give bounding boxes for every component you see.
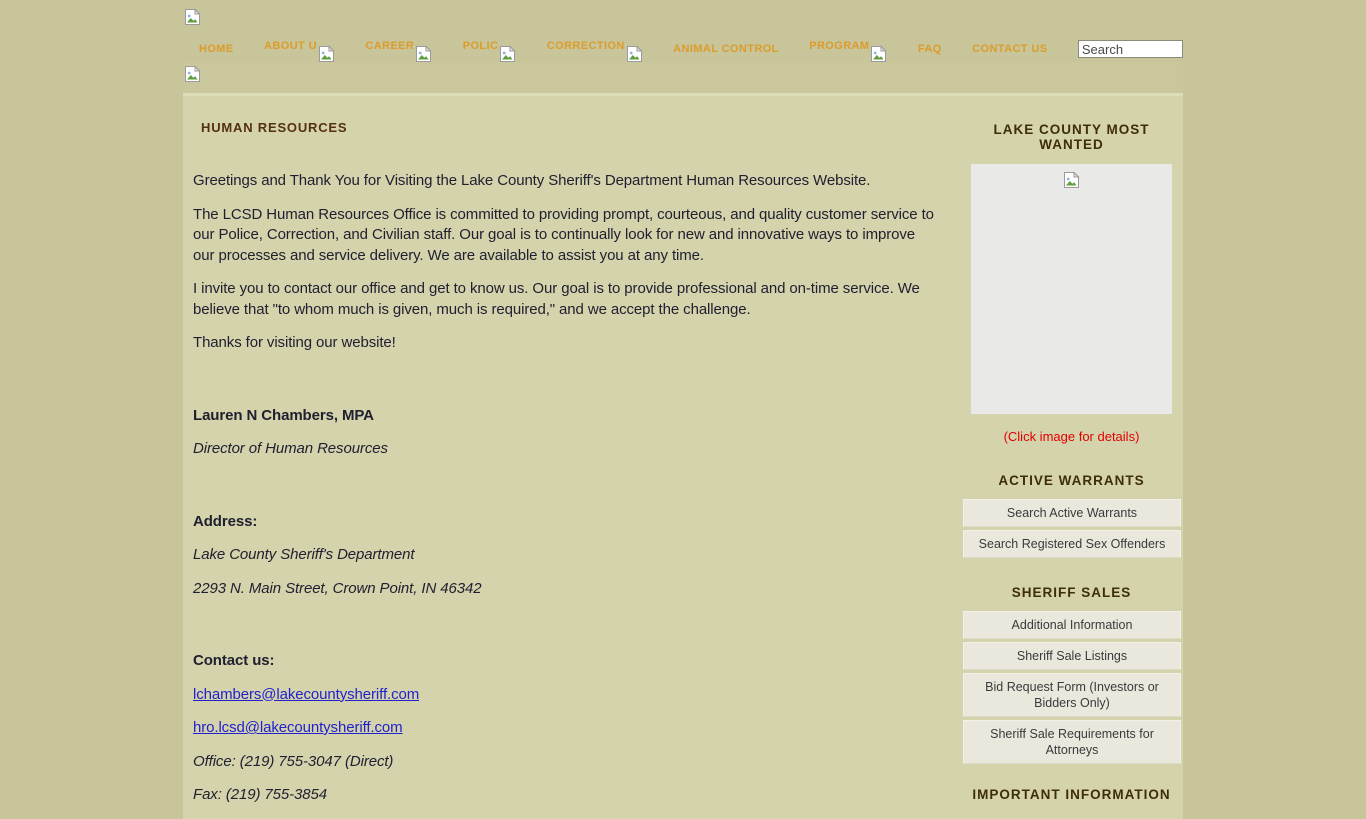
contact-label: Contact us: (193, 652, 275, 669)
office-phone: Office: (219) 755-3047 (Direct) (193, 752, 394, 770)
nav-item-programs[interactable] (809, 40, 887, 58)
nav-item-police[interactable] (463, 40, 517, 58)
address-line: Lake County Sheriff's Department (193, 546, 415, 563)
nav-label: CONTACT US (972, 43, 1048, 55)
most-wanted-heading: LAKE COUNTY MOST WANTED (993, 122, 1150, 152)
bid-request-form-button[interactable]: Bid Request Form (Investors or Bidders Only) (963, 673, 1181, 717)
dropdown-broken-image-icon (626, 45, 643, 63)
signature-title: Director of Human Resources (193, 440, 388, 457)
sheriff-sale-listings-button[interactable]: Sheriff Sale Listings (963, 642, 1181, 670)
fax-phone: Fax: (219) 755-3854 (193, 786, 328, 803)
main-navigation (183, 40, 1183, 58)
nav-label: CAREER (365, 40, 415, 52)
intro-paragraph: Greetings and Thank You for Visiting the Lake County Sheriff's Department Human Resources Website. (193, 172, 871, 189)
page-title: HUMAN RESOURCES (201, 120, 348, 135)
address-label: Address: (193, 512, 258, 530)
email-link-hro[interactable]: hro.lcsd@lakecountysheriff.com (193, 719, 403, 736)
nav-item-contact-us[interactable] (972, 43, 1047, 55)
nav-label: ANIMAL CONTROL (673, 43, 779, 55)
search-input[interactable] (1078, 40, 1183, 58)
nav-item-home[interactable] (199, 43, 234, 55)
sidebar (960, 96, 1183, 819)
search-sex-offenders-button[interactable]: Search Registered Sex Offenders (963, 530, 1181, 558)
invite-paragraph: I invite you to contact our office and get to know us. Our goal is to provide professional and on-time service. We believe that "to whom much is given, much is required," and we accept the challenge. (193, 280, 920, 318)
important-information-heading: IMPORTANT INFORMATION (972, 787, 1171, 802)
most-wanted-caption: (Click image for details) (1003, 429, 1140, 444)
address-line: 2293 N. Main Street, Crown Point, IN 46342 (193, 579, 482, 597)
active-warrants-buttons (960, 499, 1183, 558)
nav-label: ABOUT U (264, 40, 317, 52)
nav-label: FAQ (917, 43, 942, 55)
nav-label: CORRECTION (546, 40, 625, 52)
email-link-lchambers[interactable]: lchambers@lakecountysheriff.com (193, 685, 420, 703)
content-area (183, 96, 1183, 819)
page (183, 0, 1183, 819)
mission-paragraph: The LCSD Human Resources Office is committed to providing prompt, courteous, and quality customer service to our Police, Correction, and Civilian staff. Our goal is to continually look for new and innovative ways to improve our processes and service delivery. We are available to assist you at any time. (193, 205, 934, 264)
sheriff-sales-buttons (960, 611, 1183, 764)
top-bar (183, 0, 1183, 62)
dropdown-broken-image-icon (318, 45, 335, 63)
nav-item-about-us[interactable] (264, 40, 335, 58)
active-warrants-heading: ACTIVE WARRANTS (998, 473, 1145, 488)
nav-label: PROGRAM (809, 40, 870, 52)
most-wanted-broken-image-icon (1063, 171, 1080, 189)
nav-item-faq[interactable] (918, 43, 942, 55)
main-column (183, 96, 960, 819)
nav-label: POLIC (462, 40, 499, 52)
thanks-paragraph: Thanks for visiting our website! (193, 334, 396, 351)
sheriff-sale-requirements-button[interactable]: Sheriff Sale Requirements for Attorneys (963, 720, 1181, 764)
header-banner (183, 62, 1183, 96)
banner-broken-image-icon (184, 65, 201, 83)
additional-information-button[interactable]: Additional Information (963, 611, 1181, 639)
search-active-warrants-button[interactable]: Search Active Warrants (963, 499, 1181, 527)
sheriff-sales-heading: SHERIFF SALES (1011, 585, 1132, 600)
nav-item-animal-control[interactable] (673, 43, 779, 55)
nav-label: HOME (199, 43, 234, 55)
dropdown-broken-image-icon (499, 45, 516, 63)
nav-item-careers[interactable] (365, 40, 432, 58)
dropdown-broken-image-icon (870, 45, 887, 63)
nav-item-corrections[interactable] (547, 40, 643, 58)
site-logo-broken-image-icon (184, 8, 201, 26)
dropdown-broken-image-icon (415, 45, 432, 63)
signature-name: Lauren N Chambers, MPA (193, 406, 374, 424)
most-wanted-image[interactable] (971, 164, 1172, 414)
